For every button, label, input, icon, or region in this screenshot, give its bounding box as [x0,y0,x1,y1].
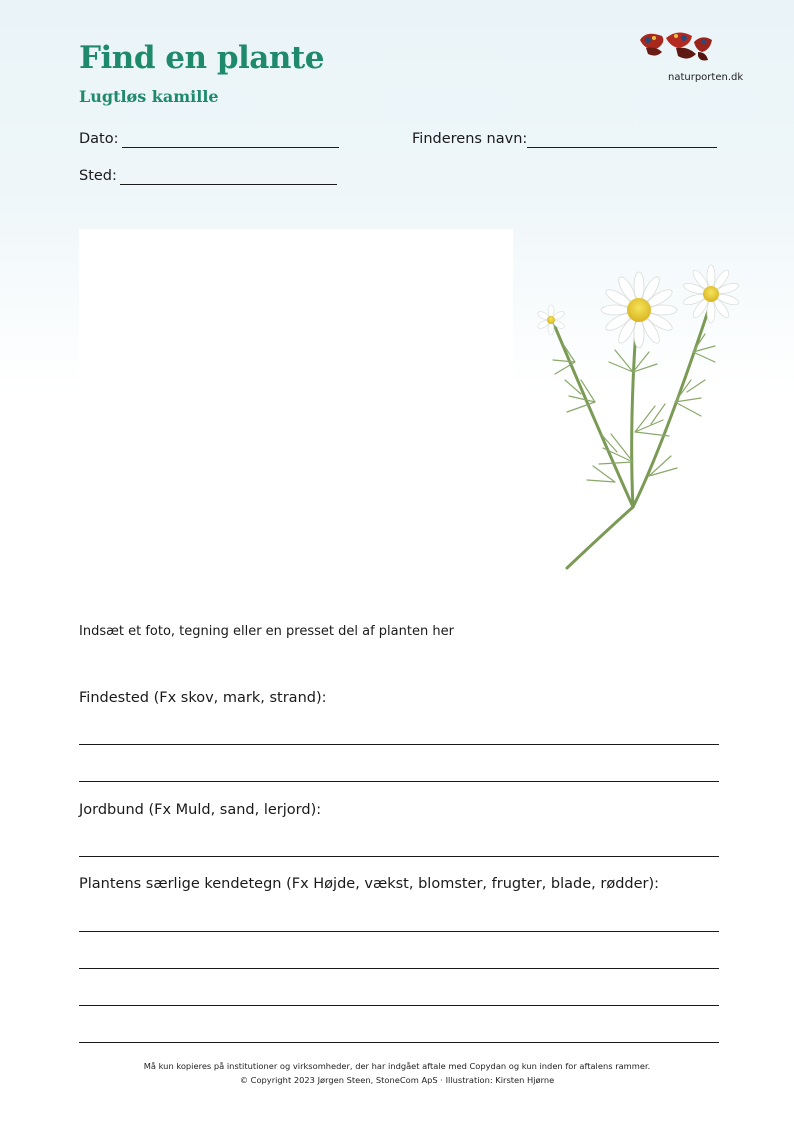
page-subtitle: Lugtløs kamille [79,87,219,106]
kendetegn-line-3[interactable] [79,1005,719,1006]
findested-line-2[interactable] [79,781,719,782]
date-field[interactable] [122,147,339,148]
section-label-kendetegn: Plantens særlige kendetegn (Fx Højde, vækst, blomster, frugter, blade, rødder): [79,876,660,892]
chamomile-plant-illustration [525,262,755,582]
finder-name-label: Finderens navn: [412,131,528,147]
photo-area[interactable] [79,229,513,591]
place-label: Sted: [79,168,117,184]
jordbund-line-1[interactable] [79,856,719,857]
footer-copyright: © Copyright 2023 Jørgen Steen, StoneCom ApS · Illustration: Kirsten Hjørne [239,1075,555,1085]
page-title: Find en plante [79,40,324,76]
brand-name: naturporten.dk [668,72,744,83]
footer-license: Må kun kopieres på institutioner og virksomheder, der har indgået aftale med Copydan og kun inden for aftalens rammer. [143,1061,651,1071]
section-label-findested: Findested (Fx skov, mark, strand): [79,690,327,706]
place-field[interactable] [120,184,337,185]
photo-instruction: Indsæt et foto, tegning eller en presset del af planten her [79,624,454,639]
finder-name-field[interactable] [527,147,717,148]
findested-line-1[interactable] [79,744,719,745]
section-label-jordbund: Jordbund (Fx Muld, sand, lerjord): [79,802,322,818]
kendetegn-line-4[interactable] [79,1042,719,1043]
butterfly-logo-icon [636,28,716,64]
kendetegn-line-2[interactable] [79,968,719,969]
kendetegn-line-1[interactable] [79,931,719,932]
date-label: Dato: [79,131,119,147]
